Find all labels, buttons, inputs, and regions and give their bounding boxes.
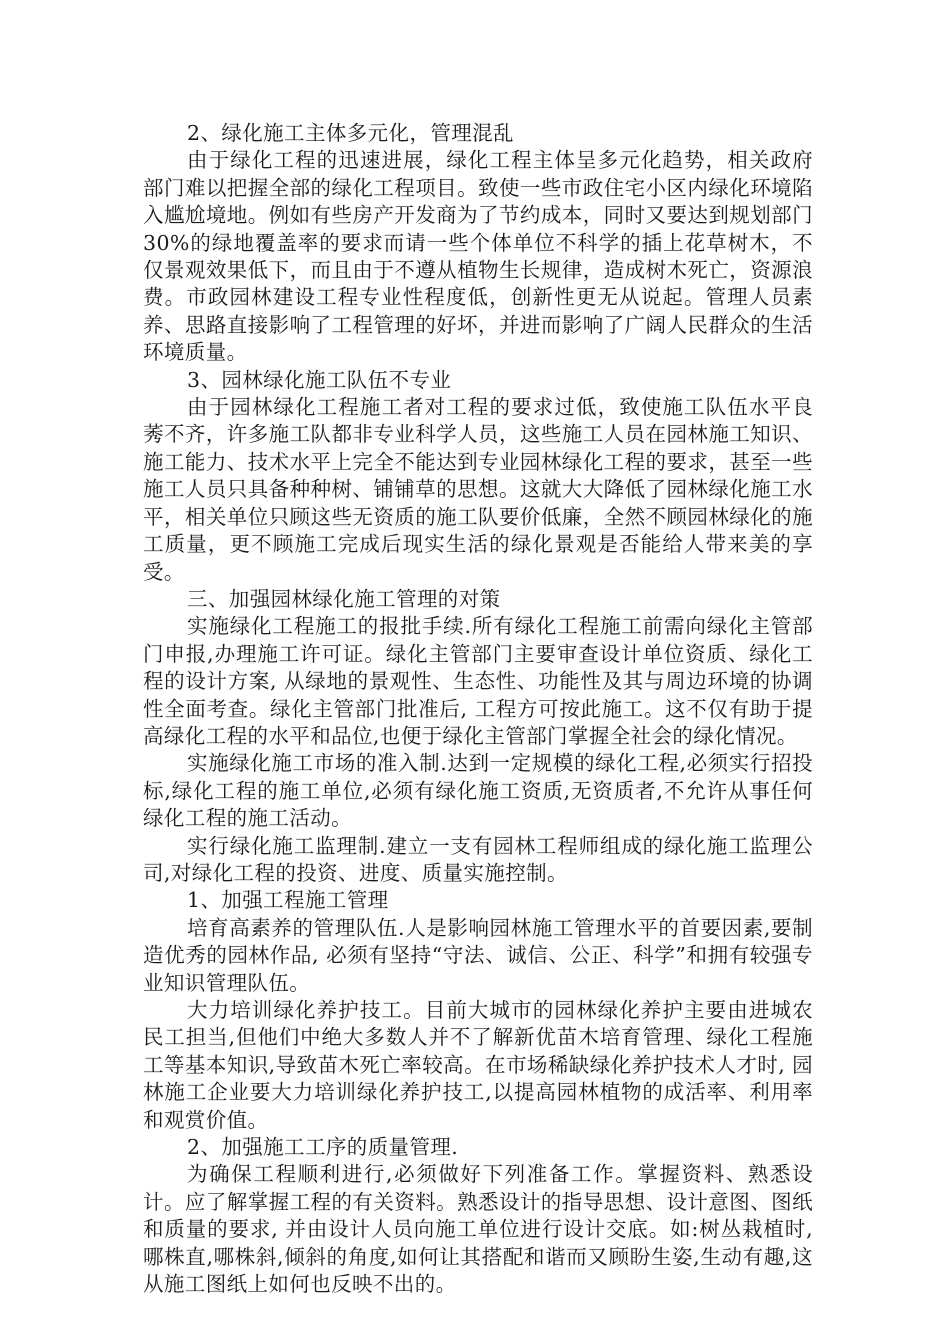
paragraph: 大力培训绿化养护技工。目前大城市的园林绿化养护主要由进城农民工担当,但他们中绝大多数人并不了解新优苗木培育管理、绿化工程施工等基本知识,导致苗木死亡率较高。在市场稀缺绿化养护技术人才时, 园林施工企业要大力培训绿化养护技工,以提高园林植物的成活率、利用率和观赏价值。 xyxy=(143,998,813,1132)
section-heading: 3、园林绿化施工队伍不专业 xyxy=(187,367,452,392)
paragraph: 培育高素养的管理队伍.人是影响园林施工管理水平的首要因素,要制造优秀的园林作品, 必须有坚持“守法、诚信、公正、科学”和拥有较强专业知识管理队伍。 xyxy=(143,915,813,995)
paragraph: 实行绿化施工监理制.建立一支有园林工程师组成的绿化施工监理公司,对绿化工程的投资、进度、质量实施控制。 xyxy=(143,833,813,885)
section-heading: 1、加强工程施工管理 xyxy=(187,888,389,913)
paragraph: 为确保工程顺利进行,必须做好下列准备工作。掌握资料、熟悉设计。应了解掌握工程的有关资料。熟悉设计的指导思想、设计意图、图纸和质量的要求, 并由设计人员向施工单位进行设计交底。如:树丛栽植时,哪株直,哪株斜,倾斜的角度,如何让其搭配和谐而又顾盼生姿,生动有趣,这从施工图纸上如何也反映不出的。 xyxy=(143,1162,813,1297)
section-heading: 2、加强施工工序的质量管理. xyxy=(187,1135,459,1160)
paragraph: 实施绿化施工市场的准入制.达到一定规模的绿化工程,必须实行招投标,绿化工程的施工单位,必须有绿化施工资质,无资质者,不允许从事任何绿化工程的施工活动。 xyxy=(143,751,813,831)
paragraph: 由于园林绿化工程施工者对工程的要求过低，致使施工队伍水平良莠不齐，许多施工队都非专业科学人员，这些施工人员在园林施工知识、施工能力、技术水平上完全不能达到专业园林绿化工程的要求，甚至一些施工人员只具备种种树、铺铺草的思想。这就大大降低了园林绿化施工水平，相关单位只顾这些无资质的施工队要价低廉，全然不顾园林绿化的施工质量，更不顾施工完成后现实生活的绿化景观是否能给人带来美的享受。 xyxy=(143,395,813,584)
document-page xyxy=(143,120,813,1298)
section-heading: 2、绿化施工主体多元化，管理混乱 xyxy=(187,121,514,145)
section-heading: 三、加强园林绿化施工管理的对策 xyxy=(187,586,501,611)
paragraph: 由于绿化工程的迅速进展，绿化工程主体呈多元化趋势，相关政府部门难以把握全部的绿化工程项目。致使一些市政住宅小区内绿化环境陷入尴尬境地。例如有些房产开发商为了节约成本，同时又要达到规划部门30%的绿地覆盖率的要求而请一些个体单位不科学的插上花草树木，不仅景观效果低下，而且由于不遵从植物生长规律，造成树木死亡，资源浪费。市政园林建设工程专业性程度低，创新性更无从说起。管理人员素养、思路直接影响了工程管理的好坏，并进而影响了广阔人民群众的生活环境质量。 xyxy=(143,148,813,365)
paragraph: 实施绿化工程施工的报批手续.所有绿化工程施工前需向绿化主管部门申报,办理施工许可证。绿化主管部门主要审查设计单位资质、绿化工程的设计方案, 从绿地的景观性、生态性、功能性及其与周边环境的协调性全面考查。绿化主管部门批准后, 工程方可按此施工。这不仅有助于提高绿化工程的水平和品位,也便于绿化主管部门掌握全社会的绿化情况。 xyxy=(143,614,813,748)
